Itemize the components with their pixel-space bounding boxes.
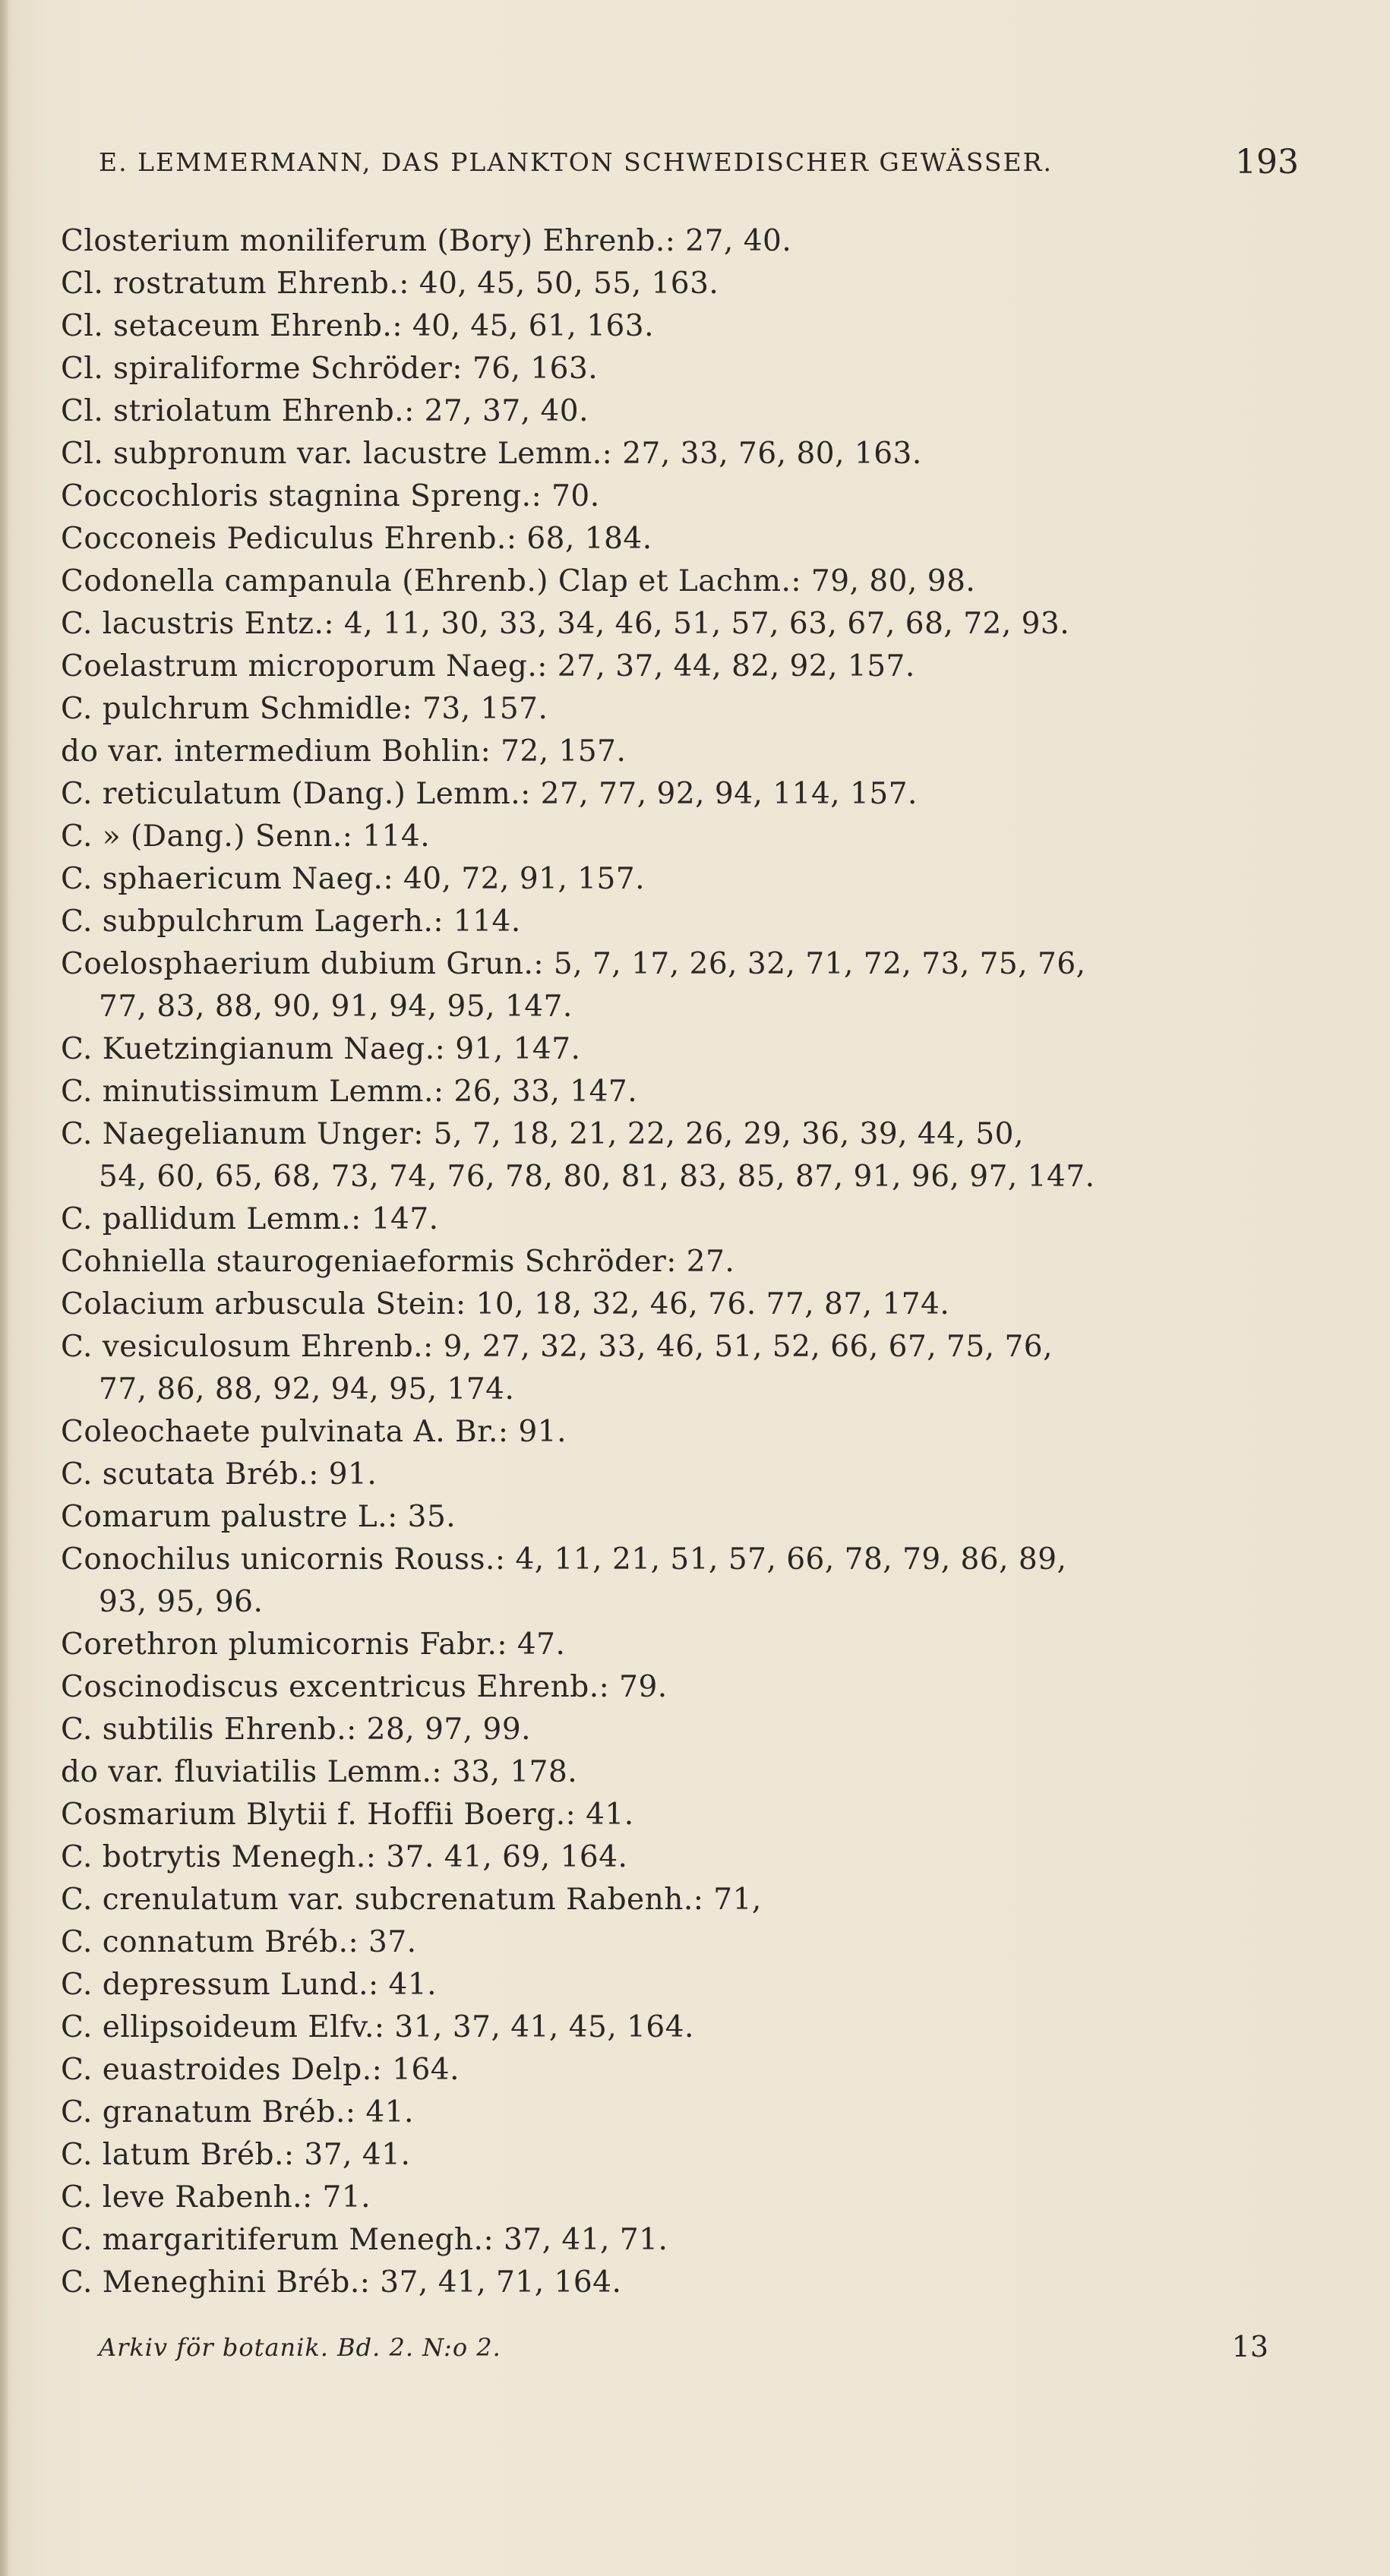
index-entry: C. latum Bréb.: 37, 41. bbox=[61, 2138, 411, 2172]
index-entry-continuation: 77, 83, 88, 90, 91, 94, 95, 147. bbox=[99, 990, 573, 1024]
index-entry: C. minutissimum Lemm.: 26, 33, 147. bbox=[61, 1075, 638, 1109]
index-entry: Coleochaete pulvinata A. Br.: 91. bbox=[61, 1415, 567, 1449]
index-entry: Colacium arbuscula Stein: 10, 18, 32, 46, 76. 77, 87, 174. bbox=[61, 1287, 950, 1321]
index-entry: Codonella campanula (Ehrenb.) Clap et Lachm.: 79, 80, 98. bbox=[61, 564, 976, 598]
index-entry: C. crenulatum var. subcrenatum Rabenh.: 71, bbox=[61, 1883, 762, 1917]
index-entry: Cohniella staurogeniaeformis Schröder: 27. bbox=[61, 1245, 735, 1279]
index-entry: C. subpulchrum Lagerh.: 114. bbox=[61, 904, 521, 939]
index-entry: C. Meneghini Bréb.: 37, 41, 71, 164. bbox=[61, 2265, 622, 2300]
index-entry-continuation: 93, 95, 96. bbox=[99, 1585, 264, 1619]
index-entry: C. euastroides Delp.: 164. bbox=[61, 2053, 460, 2087]
index-entry: Corethron plumicornis Fabr.: 47. bbox=[61, 1627, 566, 1662]
index-entry: C. reticulatum (Dang.) Lemm.: 27, 77, 92, 94, 114, 157. bbox=[61, 777, 918, 811]
index-entry: C. sphaericum Naeg.: 40, 72, 91, 157. bbox=[61, 862, 646, 896]
signature-mark: 13 bbox=[1231, 2330, 1268, 2363]
index-entry: C. Kuetzingianum Naeg.: 91, 147. bbox=[61, 1032, 581, 1066]
index-entry: C. ellipsoideum Elfv.: 31, 37, 41, 45, 164. bbox=[61, 2010, 694, 2044]
index-entry: C. lacustris Entz.: 4, 11, 30, 33, 34, 46, 51, 57, 63, 67, 68, 72, 93. bbox=[61, 607, 1070, 641]
index-entry: Conochilus unicornis Rouss.: 4, 11, 21, 51, 57, 66, 78, 79, 86, 89, bbox=[61, 1542, 1067, 1577]
index-entry: C. botrytis Menegh.: 37. 41, 69, 164. bbox=[61, 1840, 628, 1874]
index-entry-continuation: 54, 60, 65, 68, 73, 74, 76, 78, 80, 81, 83, 85, 87, 91, 96, 97, 147. bbox=[99, 1160, 1095, 1194]
index-entry: C. granatum Bréb.: 41. bbox=[61, 2095, 414, 2129]
index-entry: Cl. setaceum Ehrenb.: 40, 45, 61, 163. bbox=[61, 309, 654, 343]
index-entry: do var. intermedium Bohlin: 72, 157. bbox=[61, 734, 627, 769]
index-entry: C. connatum Bréb.: 37. bbox=[61, 1925, 417, 1959]
index-entry: Closterium moniliferum (Bory) Ehrenb.: 27, 40. bbox=[61, 224, 792, 258]
index-entry: C. pulchrum Schmidle: 73, 157. bbox=[61, 692, 548, 726]
index-entry: do var. fluviatilis Lemm.: 33, 178. bbox=[61, 1755, 578, 1789]
index-entry: C. Naegelianum Unger: 5, 7, 18, 21, 22, 26, 29, 36, 39, 44, 50, bbox=[61, 1117, 1024, 1151]
page-number: 193 bbox=[1235, 143, 1299, 182]
index-entry: Cocconeis Pediculus Ehrenb.: 68, 184. bbox=[61, 522, 652, 556]
index-entry: C. pallidum Lemm.: 147. bbox=[61, 1202, 439, 1236]
index-entry: Cl. striolatum Ehrenb.: 27, 37, 40. bbox=[61, 394, 589, 428]
index-entry: C. leve Rabenh.: 71. bbox=[61, 2180, 371, 2215]
index-entry: C. vesiculosum Ehrenb.: 9, 27, 32, 33, 46, 51, 52, 66, 67, 75, 76, bbox=[61, 1330, 1054, 1364]
index-entry: Comarum palustre L.: 35. bbox=[61, 1500, 456, 1534]
index-list bbox=[61, 220, 1306, 2304]
index-entry: C. » (Dang.) Senn.: 114. bbox=[61, 819, 431, 854]
index-entry: C. depressum Lund.: 41. bbox=[61, 1968, 438, 2002]
page-footer bbox=[99, 2330, 1299, 2368]
index-entry: Coscinodiscus excentricus Ehrenb.: 79. bbox=[61, 1670, 668, 1704]
index-entry: Cl. spiraliforme Schröder: 76, 163. bbox=[61, 352, 599, 386]
index-entry: Cl. subpronum var. lacustre Lemm.: 27, 33, 76, 80, 163. bbox=[61, 437, 922, 471]
index-entry: Coccochloris stagnina Spreng.: 70. bbox=[61, 479, 600, 513]
running-header bbox=[99, 143, 1299, 188]
index-entry: Coelastrum microporum Naeg.: 27, 37, 44, 82, 92, 157. bbox=[61, 649, 915, 683]
index-entry: Coelosphaerium dubium Grun.: 5, 7, 17, 26, 32, 71, 72, 73, 75, 76, bbox=[61, 947, 1086, 981]
index-entry-continuation: 77, 86, 88, 92, 94, 95, 174. bbox=[99, 1372, 515, 1406]
index-entry: C. subtilis Ehrenb.: 28, 97, 99. bbox=[61, 1713, 532, 1747]
journal-citation: Arkiv för botanik. Bd. 2. N:o 2. bbox=[99, 2333, 501, 2362]
index-entry: C. margaritiferum Menegh.: 37, 41, 71. bbox=[61, 2223, 668, 2257]
index-entry: Cosmarium Blytii f. Hoffii Boerg.: 41. bbox=[61, 1798, 634, 1832]
index-entry: C. scutata Bréb.: 91. bbox=[61, 1457, 378, 1492]
index-entry: Cl. rostratum Ehrenb.: 40, 45, 50, 55, 163. bbox=[61, 267, 719, 301]
header-title: E. LEMMERMANN, DAS PLANKTON SCHWEDISCHER GEWÄSSER. bbox=[99, 147, 1053, 177]
